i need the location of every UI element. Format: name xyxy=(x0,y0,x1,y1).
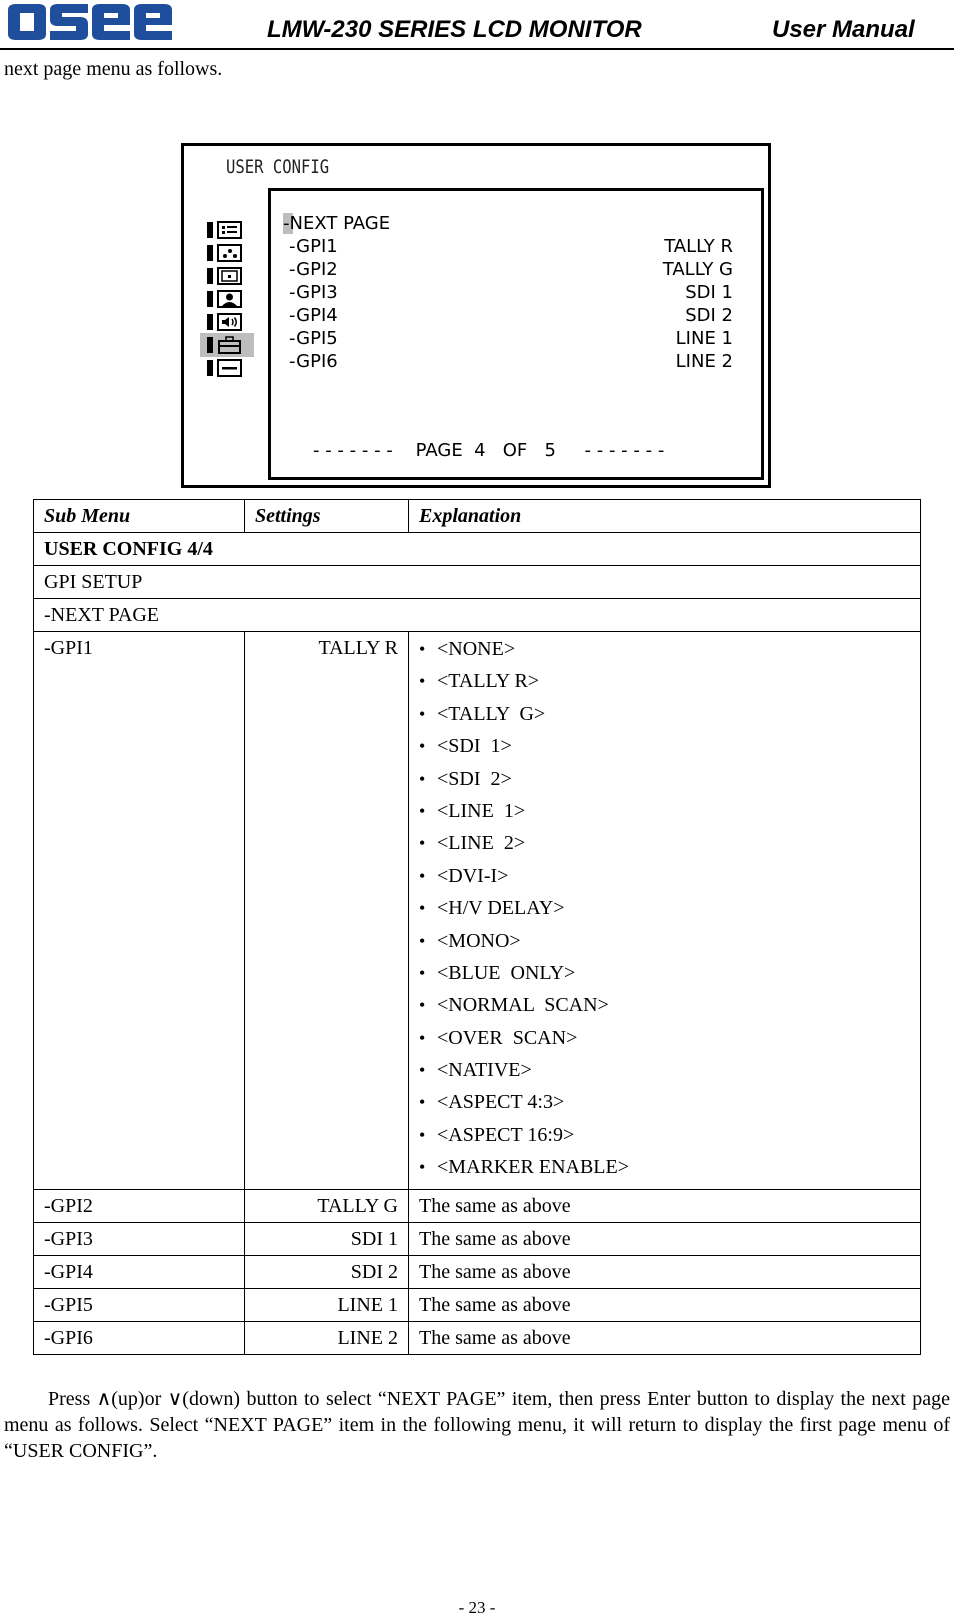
intro-text: next page menu as follows. xyxy=(4,58,223,80)
list-item: • <TALLY R> xyxy=(419,667,910,699)
list-item: • <MONO> xyxy=(419,927,910,959)
table-row xyxy=(34,566,921,599)
osd-screen xyxy=(181,143,771,488)
table-header-row xyxy=(34,500,921,533)
explanation-cell: The same as above xyxy=(409,1255,921,1288)
table-row xyxy=(34,1321,921,1354)
setting-cell: SDI 2 xyxy=(245,1255,409,1288)
sub-menu-cell: -GPI5 xyxy=(34,1288,245,1321)
list-item: • <H/V DELAY> xyxy=(419,894,910,926)
osd-value-gpi6: LINE 2 xyxy=(675,351,733,372)
sub-menu-cell: -GPI2 xyxy=(34,1189,245,1222)
section-title: USER CONFIG 4/4 xyxy=(34,533,921,566)
dots-icon xyxy=(200,241,254,265)
list-item: • <NORMAL SCAN> xyxy=(419,991,910,1023)
setting-cell: LINE 2 xyxy=(245,1321,409,1354)
sub-menu-cell: -GPI3 xyxy=(34,1222,245,1255)
setting-cell: TALLY G xyxy=(245,1189,409,1222)
osd-item-gpi6[interactable]: -GPI6 xyxy=(289,351,338,372)
header-explanation: Explanation xyxy=(409,500,921,533)
header-sub-menu: Sub Menu xyxy=(34,500,245,533)
osd-item-next-page[interactable]: -NEXT PAGE xyxy=(283,213,391,234)
osd-value-gpi5: LINE 1 xyxy=(675,328,733,349)
table-row xyxy=(34,1189,921,1222)
osd-item-gpi2[interactable]: -GPI2 xyxy=(289,259,338,280)
next-page-row: -NEXT PAGE xyxy=(34,599,921,632)
header-divider xyxy=(0,48,954,50)
setting-cell: SDI 1 xyxy=(245,1222,409,1255)
options-cell xyxy=(409,632,921,1190)
setting-cell: LINE 1 xyxy=(245,1288,409,1321)
list-icon xyxy=(200,218,254,242)
list-item: • <TALLY G> xyxy=(419,700,910,732)
sub-menu-cell: -GPI1 xyxy=(34,632,245,1190)
list-item: • <NONE> xyxy=(419,635,910,667)
list-item: • <LINE 2> xyxy=(419,829,910,861)
list-item: • <ASPECT 4:3> xyxy=(419,1088,910,1120)
list-item: • <OVER SCAN> xyxy=(419,1024,910,1056)
toolbox-icon xyxy=(200,333,254,357)
osd-value-gpi2: TALLY G xyxy=(662,259,733,280)
speaker-icon xyxy=(200,310,254,334)
table-row xyxy=(34,533,921,566)
setting-cell: TALLY R xyxy=(245,632,409,1190)
explanation-cell: The same as above xyxy=(409,1189,921,1222)
table-row xyxy=(34,1222,921,1255)
list-item: • <ASPECT 16:9> xyxy=(419,1121,910,1153)
osd-item-gpi4[interactable]: -GPI4 xyxy=(289,305,338,326)
sub-menu-cell: -GPI4 xyxy=(34,1255,245,1288)
list-item: • <SDI 2> xyxy=(419,765,910,797)
logo-text: osee xyxy=(4,2,6,3)
document-title: LMW-230 SERIES LCD MONITOR xyxy=(267,16,642,43)
osd-item-gpi5[interactable]: -GPI5 xyxy=(289,328,338,349)
table-row xyxy=(34,599,921,632)
page-number: - 23 - xyxy=(458,1598,496,1617)
list-item: • <DVI-I> xyxy=(419,862,910,894)
manual-label: User Manual xyxy=(772,16,915,43)
settings-table xyxy=(33,499,921,1355)
list-item: • <LINE 1> xyxy=(419,797,910,829)
osd-title: USER CONFIG xyxy=(226,156,330,178)
osd-panel xyxy=(268,188,764,480)
osd-item-gpi3[interactable]: -GPI3 xyxy=(289,282,338,303)
dash-icon xyxy=(200,356,254,380)
osd-value-gpi3: SDI 1 xyxy=(685,282,733,303)
frame-icon xyxy=(200,264,254,288)
osee-logo xyxy=(4,2,176,42)
table-row xyxy=(34,632,921,1190)
instruction-text: Press ∧(up)or ∨(down) button to select “NEXT PAGE” item, then press Enter button to display the next page menu as follows. Select “NEXT PAGE” item in the following menu, it will return to display the first page menu of “USER CONFIG”. xyxy=(4,1388,950,1462)
osd-value-gpi1: TALLY R xyxy=(664,236,733,257)
table-row xyxy=(34,1288,921,1321)
options-list xyxy=(419,635,910,1186)
header-settings: Settings xyxy=(245,500,409,533)
list-item: • <MARKER ENABLE> xyxy=(419,1153,910,1185)
table-row xyxy=(34,1255,921,1288)
explanation-cell: The same as above xyxy=(409,1222,921,1255)
person-icon xyxy=(200,287,254,311)
osd-item-gpi1[interactable]: -GPI1 xyxy=(289,236,338,257)
list-item: • <NATIVE> xyxy=(419,1056,910,1088)
instruction-paragraph xyxy=(4,1386,950,1464)
explanation-cell: The same as above xyxy=(409,1288,921,1321)
group-title: GPI SETUP xyxy=(34,566,921,599)
osd-value-gpi4: SDI 2 xyxy=(685,305,733,326)
explanation-cell: The same as above xyxy=(409,1321,921,1354)
list-item: • <SDI 1> xyxy=(419,732,910,764)
list-item: • <BLUE ONLY> xyxy=(419,959,910,991)
sub-menu-cell: -GPI6 xyxy=(34,1321,245,1354)
page-header xyxy=(0,0,954,50)
osd-page-indicator: - - - - - - - PAGE 4 OF 5 - - - - - - - xyxy=(313,440,665,461)
